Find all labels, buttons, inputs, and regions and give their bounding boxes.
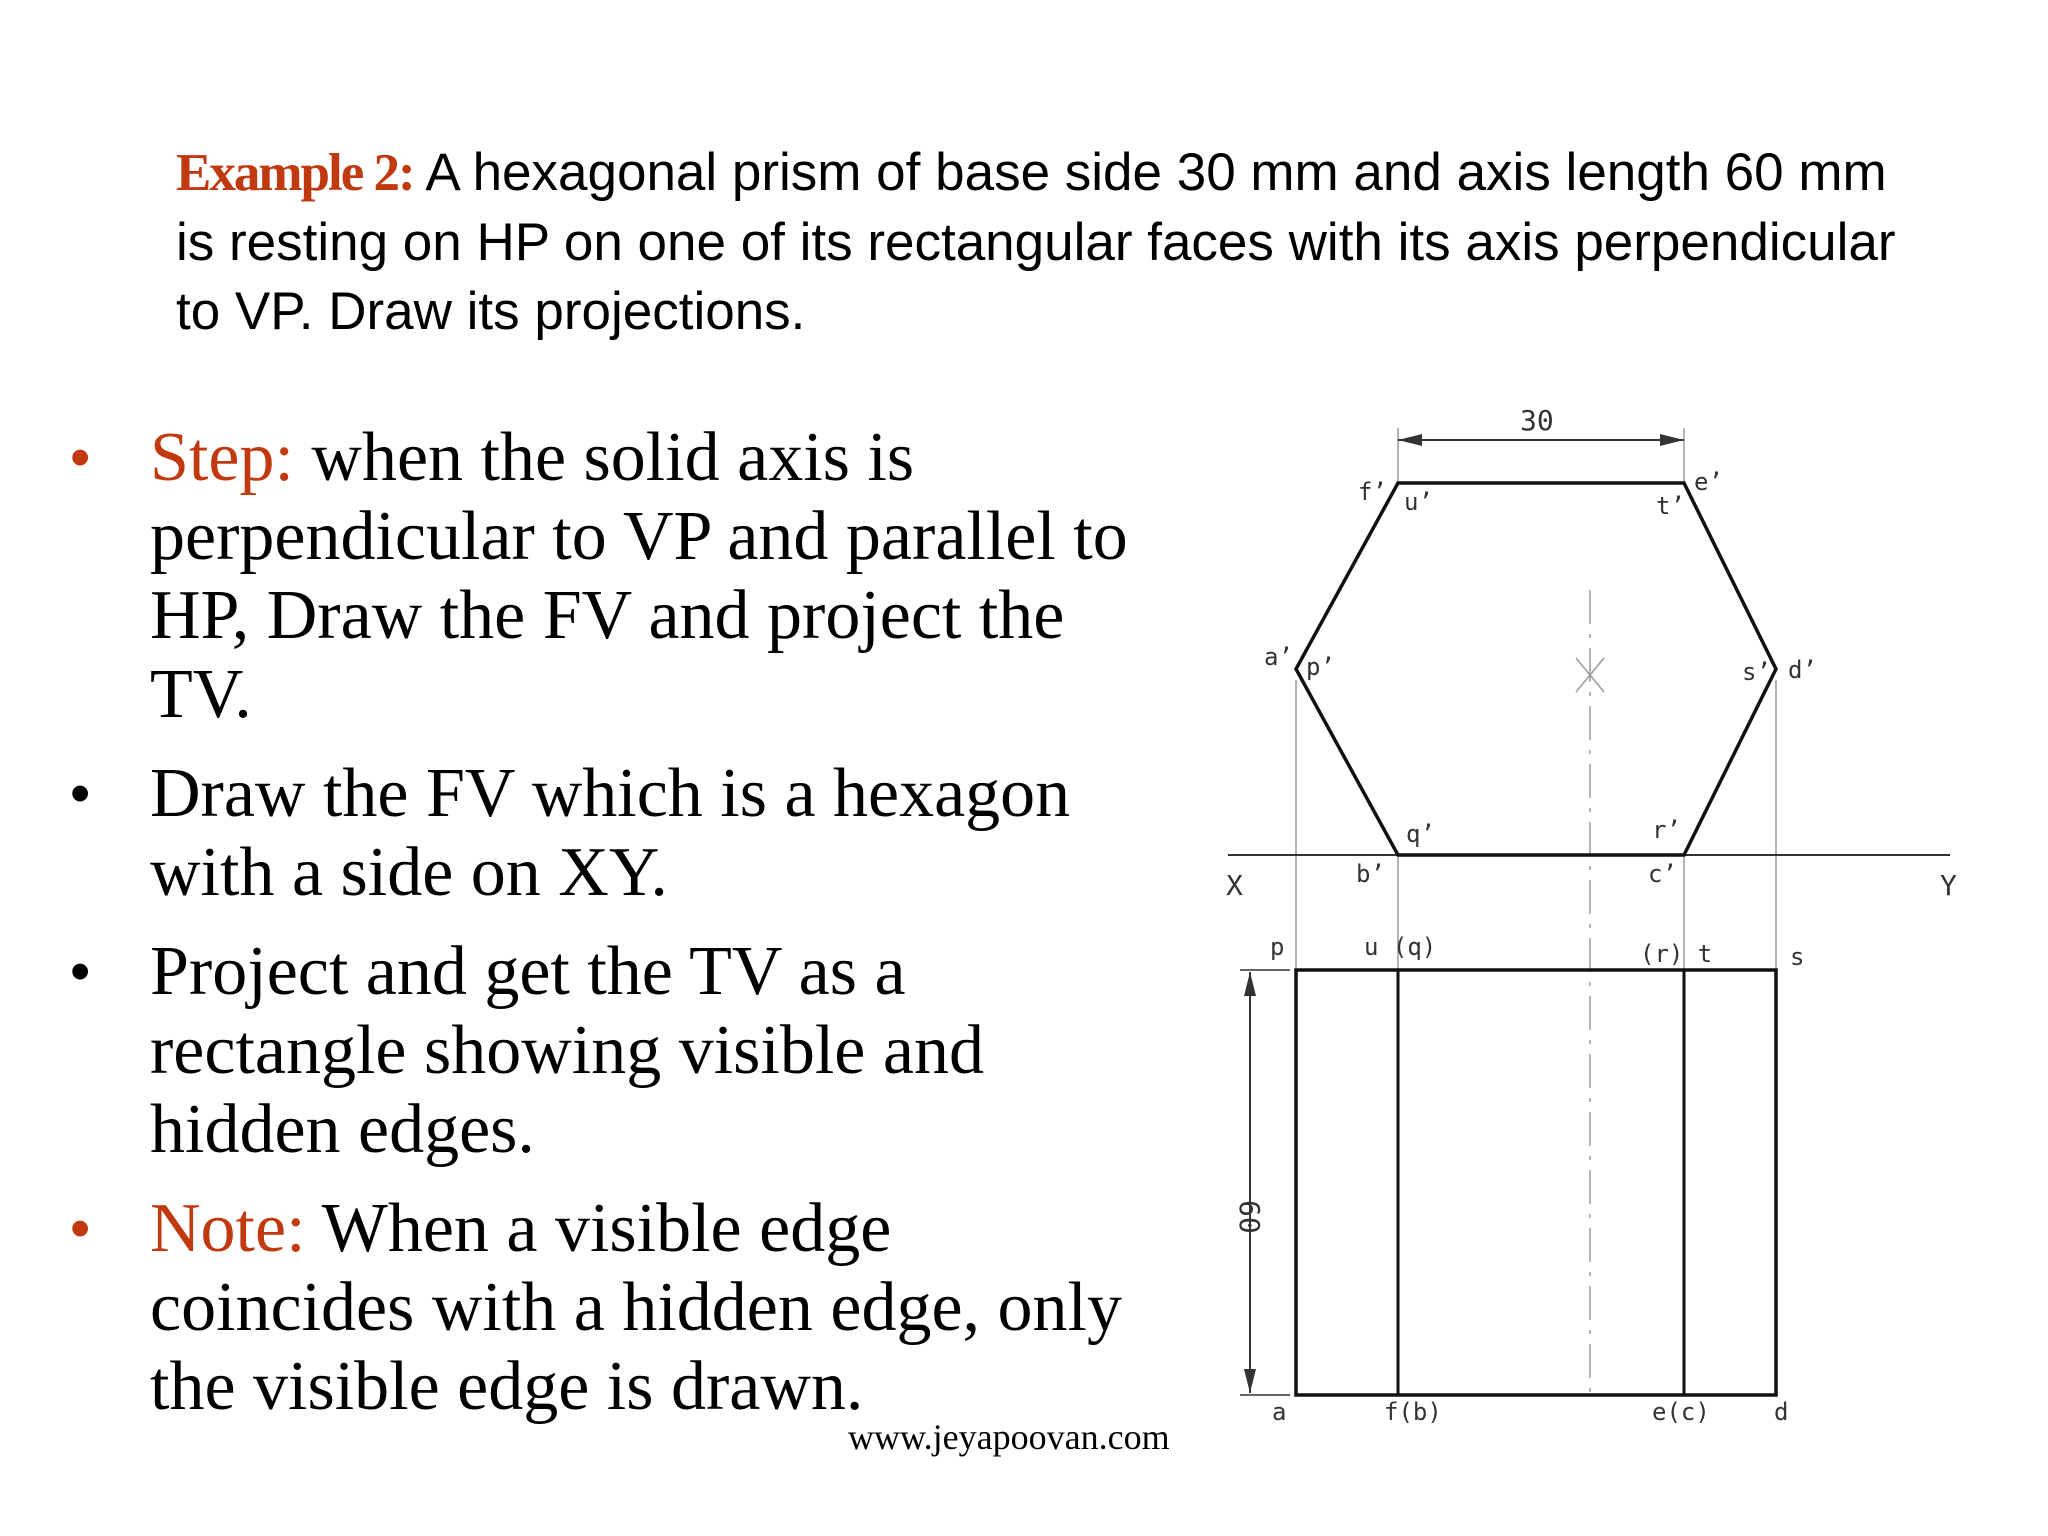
label-q: q’ — [1406, 820, 1435, 848]
front-view-hexagon — [1296, 483, 1776, 855]
watermark: www.jeyapoovan.com — [848, 1417, 1170, 1457]
y-label: Y — [1940, 869, 1957, 902]
label-a: a’ — [1264, 643, 1293, 671]
dimension-60 — [1233, 970, 1290, 1395]
top-view-rectangle — [1296, 970, 1776, 1395]
problem-statement — [176, 138, 1896, 346]
projector-lines — [1296, 428, 1776, 970]
problem-text: A hexagonal prism of base side 30 mm and axis length 60 mm is resting on HP on one of its rectangular faces with its axis perpendicular to VP. Draw its projections. — [176, 143, 1896, 341]
tv-label-uq: u (q) — [1364, 933, 1437, 961]
label-u: u’ — [1404, 488, 1433, 516]
bullet-project-tv — [70, 932, 1150, 1169]
tv-label-fb: f(b) — [1384, 1398, 1442, 1426]
bullet-note — [70, 1189, 1150, 1426]
label-f: f’ — [1358, 478, 1387, 506]
example-label: Example 2: — [176, 144, 414, 202]
tv-label-p: p — [1270, 933, 1285, 961]
label-p: p’ — [1306, 653, 1335, 681]
x-label: X — [1226, 869, 1243, 902]
bullet-dot-icon: • — [70, 761, 91, 826]
bullet-text: when the solid axis is perpendicular to VP and parallel to HP, Draw the FV and project the TV. — [150, 419, 1128, 733]
bullet-key: Note: — [150, 1190, 306, 1267]
bullet-text: Draw the FV which is a hexagon with a side on XY. — [150, 755, 1071, 911]
tv-label-d: d — [1774, 1398, 1789, 1426]
bullet-key: Step: — [150, 419, 294, 496]
bullet-dot-icon: • — [70, 939, 91, 1004]
tv-label-ec: e(c) — [1652, 1398, 1710, 1426]
bullet-step — [70, 418, 1150, 734]
tv-label-rt: (r) t — [1640, 940, 1713, 968]
bullet-list — [70, 418, 1150, 1446]
dimension-30 — [1398, 404, 1684, 446]
bullet-draw-fv — [70, 754, 1150, 912]
bullet-text: Project and get the TV as a rectangle showing visible and hidden edges. — [150, 933, 984, 1168]
bullet-dot-icon: • — [70, 1196, 91, 1261]
projection-drawing — [1200, 390, 1980, 1450]
label-s: s’ — [1742, 658, 1771, 686]
label-t: t’ — [1656, 492, 1685, 520]
label-b: b’ — [1356, 860, 1385, 888]
dim-side-text: 60 — [1233, 1200, 1266, 1234]
label-e: e’ — [1694, 468, 1723, 496]
label-d: d’ — [1788, 656, 1817, 684]
dim-top-text: 30 — [1520, 404, 1554, 437]
tv-label-a: a — [1272, 1398, 1287, 1426]
tv-label-s: s — [1790, 943, 1805, 971]
label-r: r’ — [1652, 816, 1681, 844]
label-c: c’ — [1648, 860, 1677, 888]
bullet-dot-icon: • — [70, 425, 91, 490]
bullet-text: When a visible edge coincides with a hidden edge, only the visible edge is drawn. — [150, 1190, 1122, 1425]
